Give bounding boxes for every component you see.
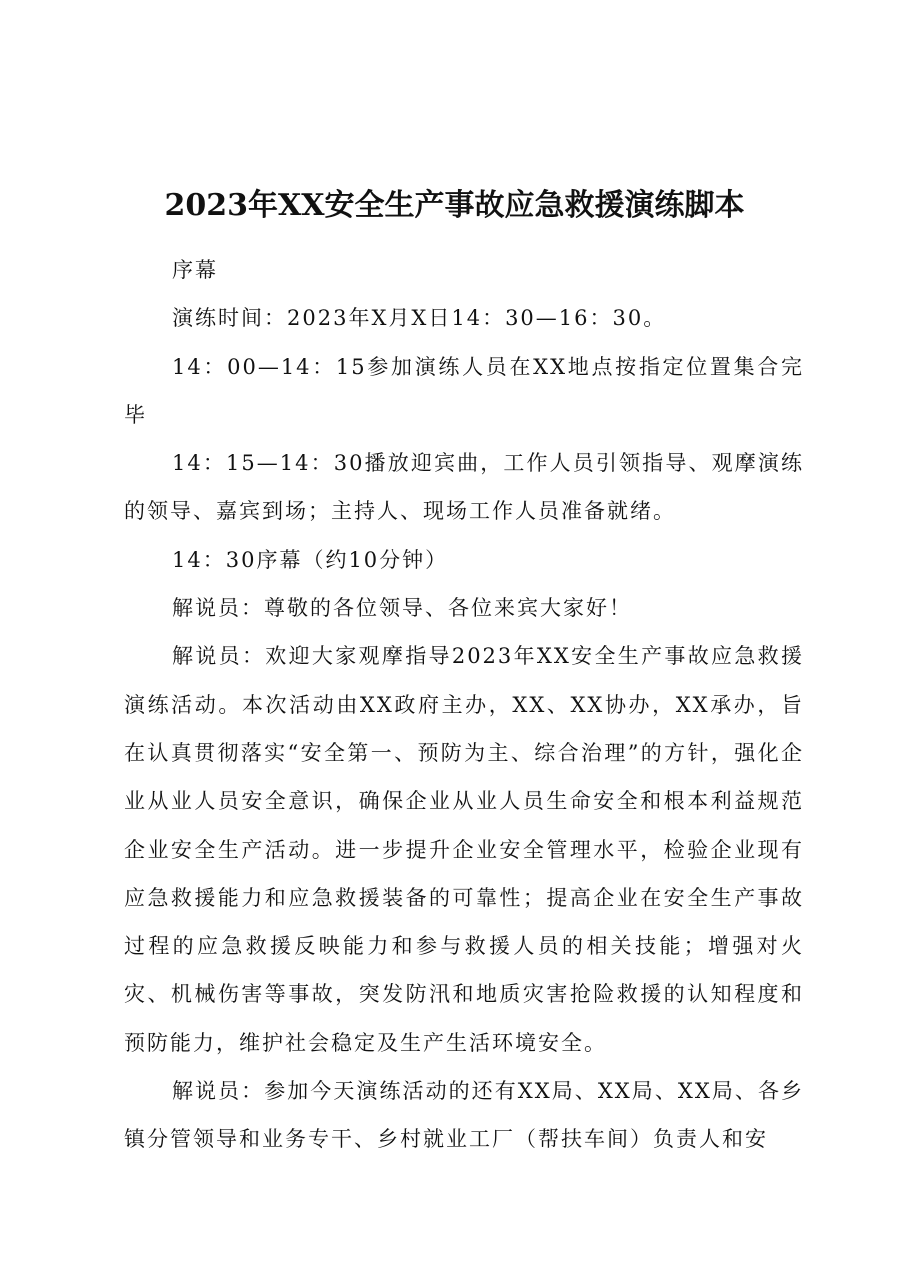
document-title: 2023年XX安全生产事故应急救援演练脚本 [164, 188, 745, 224]
document-body [124, 246, 804, 1164]
paragraph-narrator-intro: 解说员：欢迎大家观摩指导2023年XX安全生产事故应急救援演练活动。本次活动由XX政府主办，XX、XX协办，XX承办，旨在认真贯彻落实“安全第一、预防为主、综合治理”的方针，强化企业从业人员安全意识，确保企业从业人员生命安全和根本利益规范企业安全生产活动。进一步提升企业安全管理水平，检验企业现有应急救援能力和应急救援装备的可靠性；提高企业在安全生产事故过程的应急救援反映能力和参与救援人员的相关技能；增强对火灾、机械伤害等事故，突发防汛和地质灾害抢险救援的认知程度和预防能力，维护社会稳定及生产生活环境安全。 [124, 644, 804, 1055]
paragraph-prologue-time: 14：30序幕（约10分钟） [172, 547, 449, 572]
paragraph-drill-time: 演练时间：2023年X月X日14：30—16：30。 [172, 306, 667, 331]
paragraph-narrator-participants: 解说员：参加今天演练活动的还有XX局、XX局、XX局、各乡镇分管领导和业务专干、乡村就业工厂（帮扶车间）负责人和安 [124, 1079, 804, 1152]
paragraph-welcome-music: 14：15—14：30播放迎宾曲，工作人员引领指导、观摩演练的领导、嘉宾到场；主持人、现场工作人员准备就绪。 [124, 451, 804, 524]
paragraph-assembly: 14：00—14：15参加演练人员在XX地点按指定位置集合完毕 [124, 354, 804, 427]
paragraph-prologue: 序幕 [172, 258, 218, 282]
paragraph-narrator-greeting: 解说员：尊敬的各位领导、各位来宾大家好！ [172, 596, 632, 621]
